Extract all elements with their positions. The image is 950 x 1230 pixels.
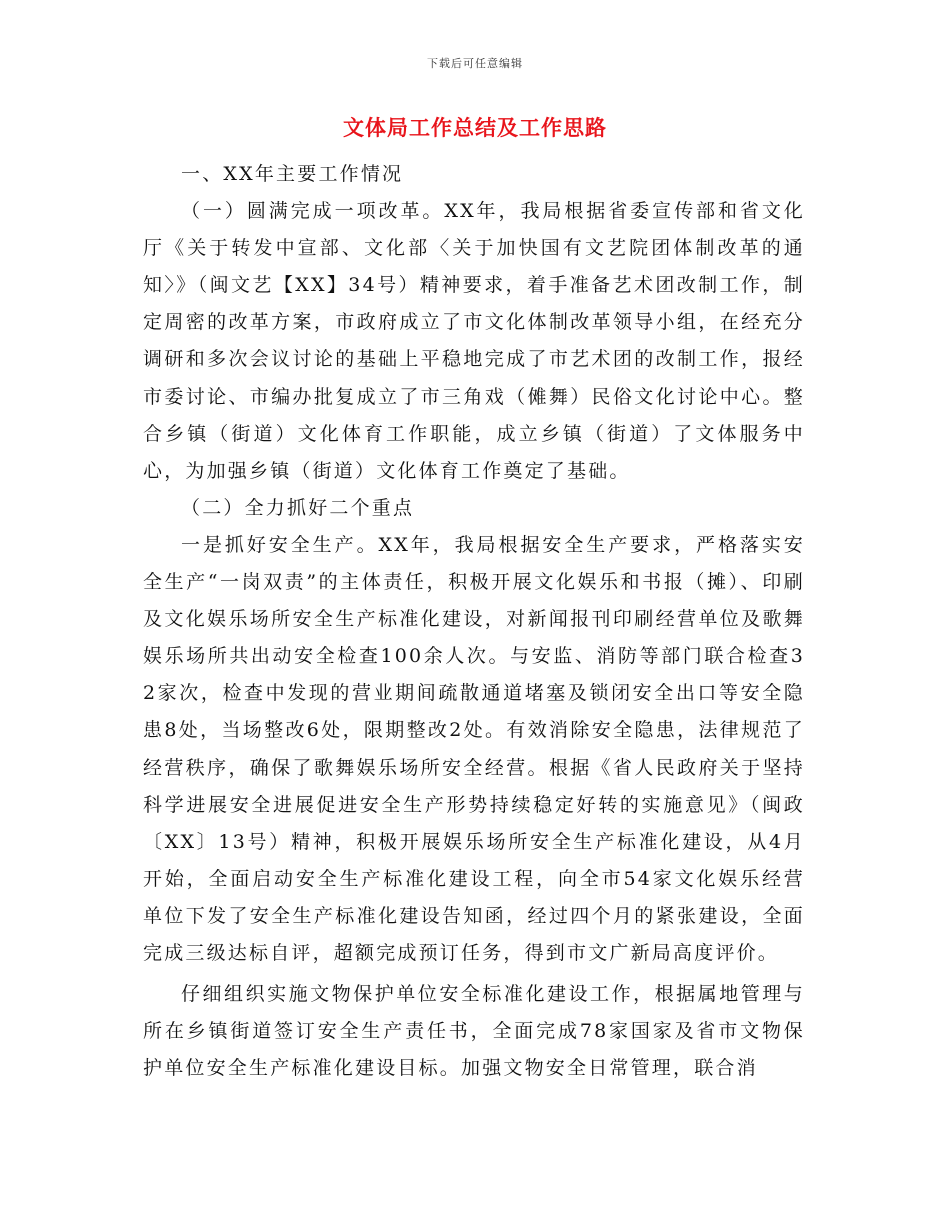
subsection-heading: （二）全力抓好二个重点 [181,496,415,519]
header-note: 下载后可任意编辑 [427,57,523,70]
paragraph-reform: （一）圆满完成一项改革。XX年，我局根据省委宣传部和省文化厅《关于转发中宣部、文化部〈关于加快国有文艺院团体制改革的通知〉》（闽文艺【XX】34号）精神要求，着手准备艺术团改制工作，制定周密的改革方案，市政府成立了市文化体制改革领导小组，在经充分调研和多次会议讨论的基础上平稳地完成了市艺术团的改制工作，报经市委讨论、市编办批复成立了市三角戏（傩舞）民俗文化讨论中心。整合乡镇（街道）文化体育工作职能，成立乡镇（街道）了文体服务中心，为加强乡镇（街道）文化体育工作奠定了基础。 [143,200,805,482]
document-body [143,156,805,1087]
paragraph-heritage: 仔细组织实施文物保护单位安全标准化建设工作，根据属地管理与所在乡镇街道签订安全生产责任书，全面完成78家国家及省市文物保护单位安全生产标准化建设目标。加强文物安全日常管理，联合消 [143,983,805,1080]
paragraph-safety: 一是抓好安全生产。XX年，我局根据安全生产要求，严格落实安全生产“一岗双责”的主体责任，积极开展文化娱乐和书报（摊）、印刷及文化娱乐场所安全生产标准化建设，对新闻报刊印刷经营单位及歌舞娱乐场所共出动安全检查100余人次。与安监、消防等部门联合检查32家次，检查中发现的营业期间疏散通道堵塞及锁闭安全出口等安全隐患8处，当场整改6处，限期整改2处。有效消除安全隐患，法律规范了经营秩序，确保了歌舞娱乐场所安全经营。根据《省人民政府关于坚持科学进展安全进展促进安全生产形势持续稳定好转的实施意见》（闽政〔XX〕13号）精神，积极开展娱乐场所安全生产标准化建设，从4月开始，全面启动安全生产标准化建设工程，向全市54家文化娱乐经营单位下发了安全生产标准化建设告知函，经过四个月的紧张建设，全面完成三级达标自评，超额完成预订任务，得到市文广新局高度评价。 [143,533,805,964]
section-heading: 一、XX年主要工作情况 [181,163,404,185]
document-title: 文体局工作总结及工作思路 [343,116,607,140]
